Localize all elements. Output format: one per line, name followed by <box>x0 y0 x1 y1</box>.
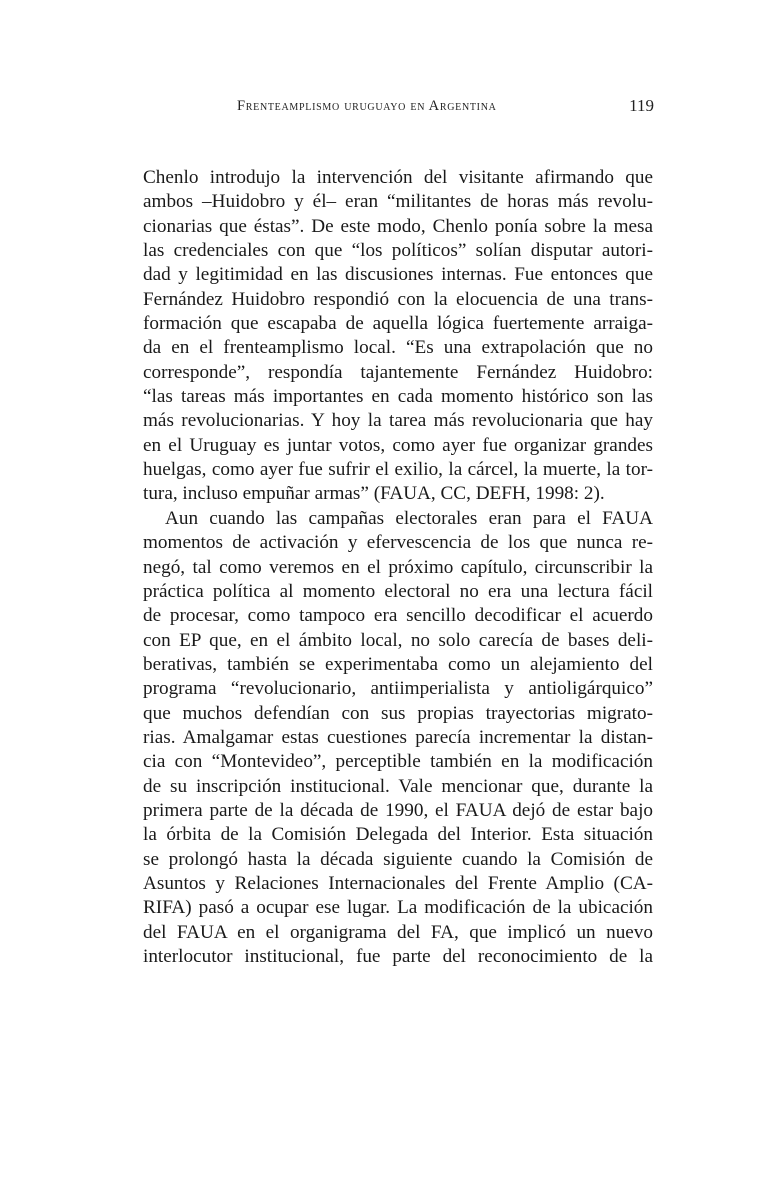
text-line: de procesar, como tampoco era sencillo decodificar el acuerdo <box>143 605 653 627</box>
text-line: se prolongó hasta la década siguiente cuando la Comisión de <box>143 848 653 870</box>
text-line: más revolucionarias. Y hoy la tarea más revolucionaria que hay <box>143 410 653 432</box>
text-line: momentos de activación y efervescencia de los que nunca re- <box>143 532 653 554</box>
text-line: huelgas, como ayer fue sufrir el exilio, la cárcel, la muerte, la tor- <box>143 459 653 481</box>
text-line: cionarias que éstas”. De este modo, Chenlo ponía sobre la mesa <box>143 215 653 237</box>
text-line: programa “revolucionario, antiimperialista y antioligárquico” <box>143 678 653 700</box>
text-line: RIFA) pasó a ocupar ese lugar. La modificación de la ubicación <box>143 897 653 919</box>
text-line: dad y legitimidad en las discusiones internas. Fue entonces que <box>143 264 653 286</box>
running-head <box>140 98 654 122</box>
text-line: corresponde”, respondía tajantemente Fernández Huidobro: <box>143 361 653 383</box>
text-line: interlocutor institucional, fue parte del reconocimiento de la <box>143 946 653 967</box>
text-line: de su inscripción institucional. Vale mencionar que, durante la <box>143 775 653 797</box>
body-text <box>143 166 653 969</box>
text-line: ambos –Huidobro y él– eran “militantes de horas más revolu- <box>143 191 653 213</box>
running-title: Frenteamplismo uruguayo en Argentina <box>237 98 497 114</box>
text-line: formación que escapaba de aquella lógica fuertemente arraiga- <box>143 313 653 335</box>
text-line: del FAUA en el organigrama del FA, que implicó un nuevo <box>143 921 653 943</box>
text-line: cia con “Montevideo”, perceptible también en la modificación <box>143 751 653 773</box>
text-line: la órbita de la Comisión Delegada del Interior. Esta situación <box>143 824 653 846</box>
text-line: da en el frenteamplismo local. “Es una extrapolación que no <box>143 337 653 359</box>
text-line: las credenciales con que “los políticos” solían disputar autori- <box>143 240 653 262</box>
text-line: Asuntos y Relaciones Internacionales del Frente Amplio (CA- <box>143 872 653 894</box>
paragraph-first-line: Aun cuando las campañas electorales eran para el FAUA <box>165 507 653 529</box>
text-line: Chenlo introdujo la intervención del visitante afirmando que <box>143 167 653 188</box>
text-line: con EP que, en el ámbito local, no solo carecía de bases deli- <box>143 629 653 651</box>
text-line: rias. Amalgamar estas cuestiones parecía incrementar la distan- <box>143 726 653 748</box>
text-line: práctica política al momento electoral no era una lectura fácil <box>143 580 653 602</box>
text-line: Fernández Huidobro respondió con la elocuencia de una trans- <box>143 288 653 310</box>
page-number: 119 <box>629 96 654 115</box>
text-line: que muchos defendían con sus propias trayectorias migrato- <box>143 702 653 724</box>
text-line: negó, tal como veremos en el próximo capítulo, circunscribir la <box>143 556 653 578</box>
text-line: en el Uruguay es juntar votos, como ayer fue organizar grandes <box>143 434 653 456</box>
text-line: tura, incluso empuñar armas” (FAUA, CC, DEFH, 1998: 2). <box>143 483 605 505</box>
text-line: primera parte de la década de 1990, el FAUA dejó de estar bajo <box>143 799 653 821</box>
text-line: berativas, también se experimentaba como un alejamiento del <box>143 653 653 675</box>
text-line: “las tareas más importantes en cada momento histórico son las <box>143 386 653 408</box>
